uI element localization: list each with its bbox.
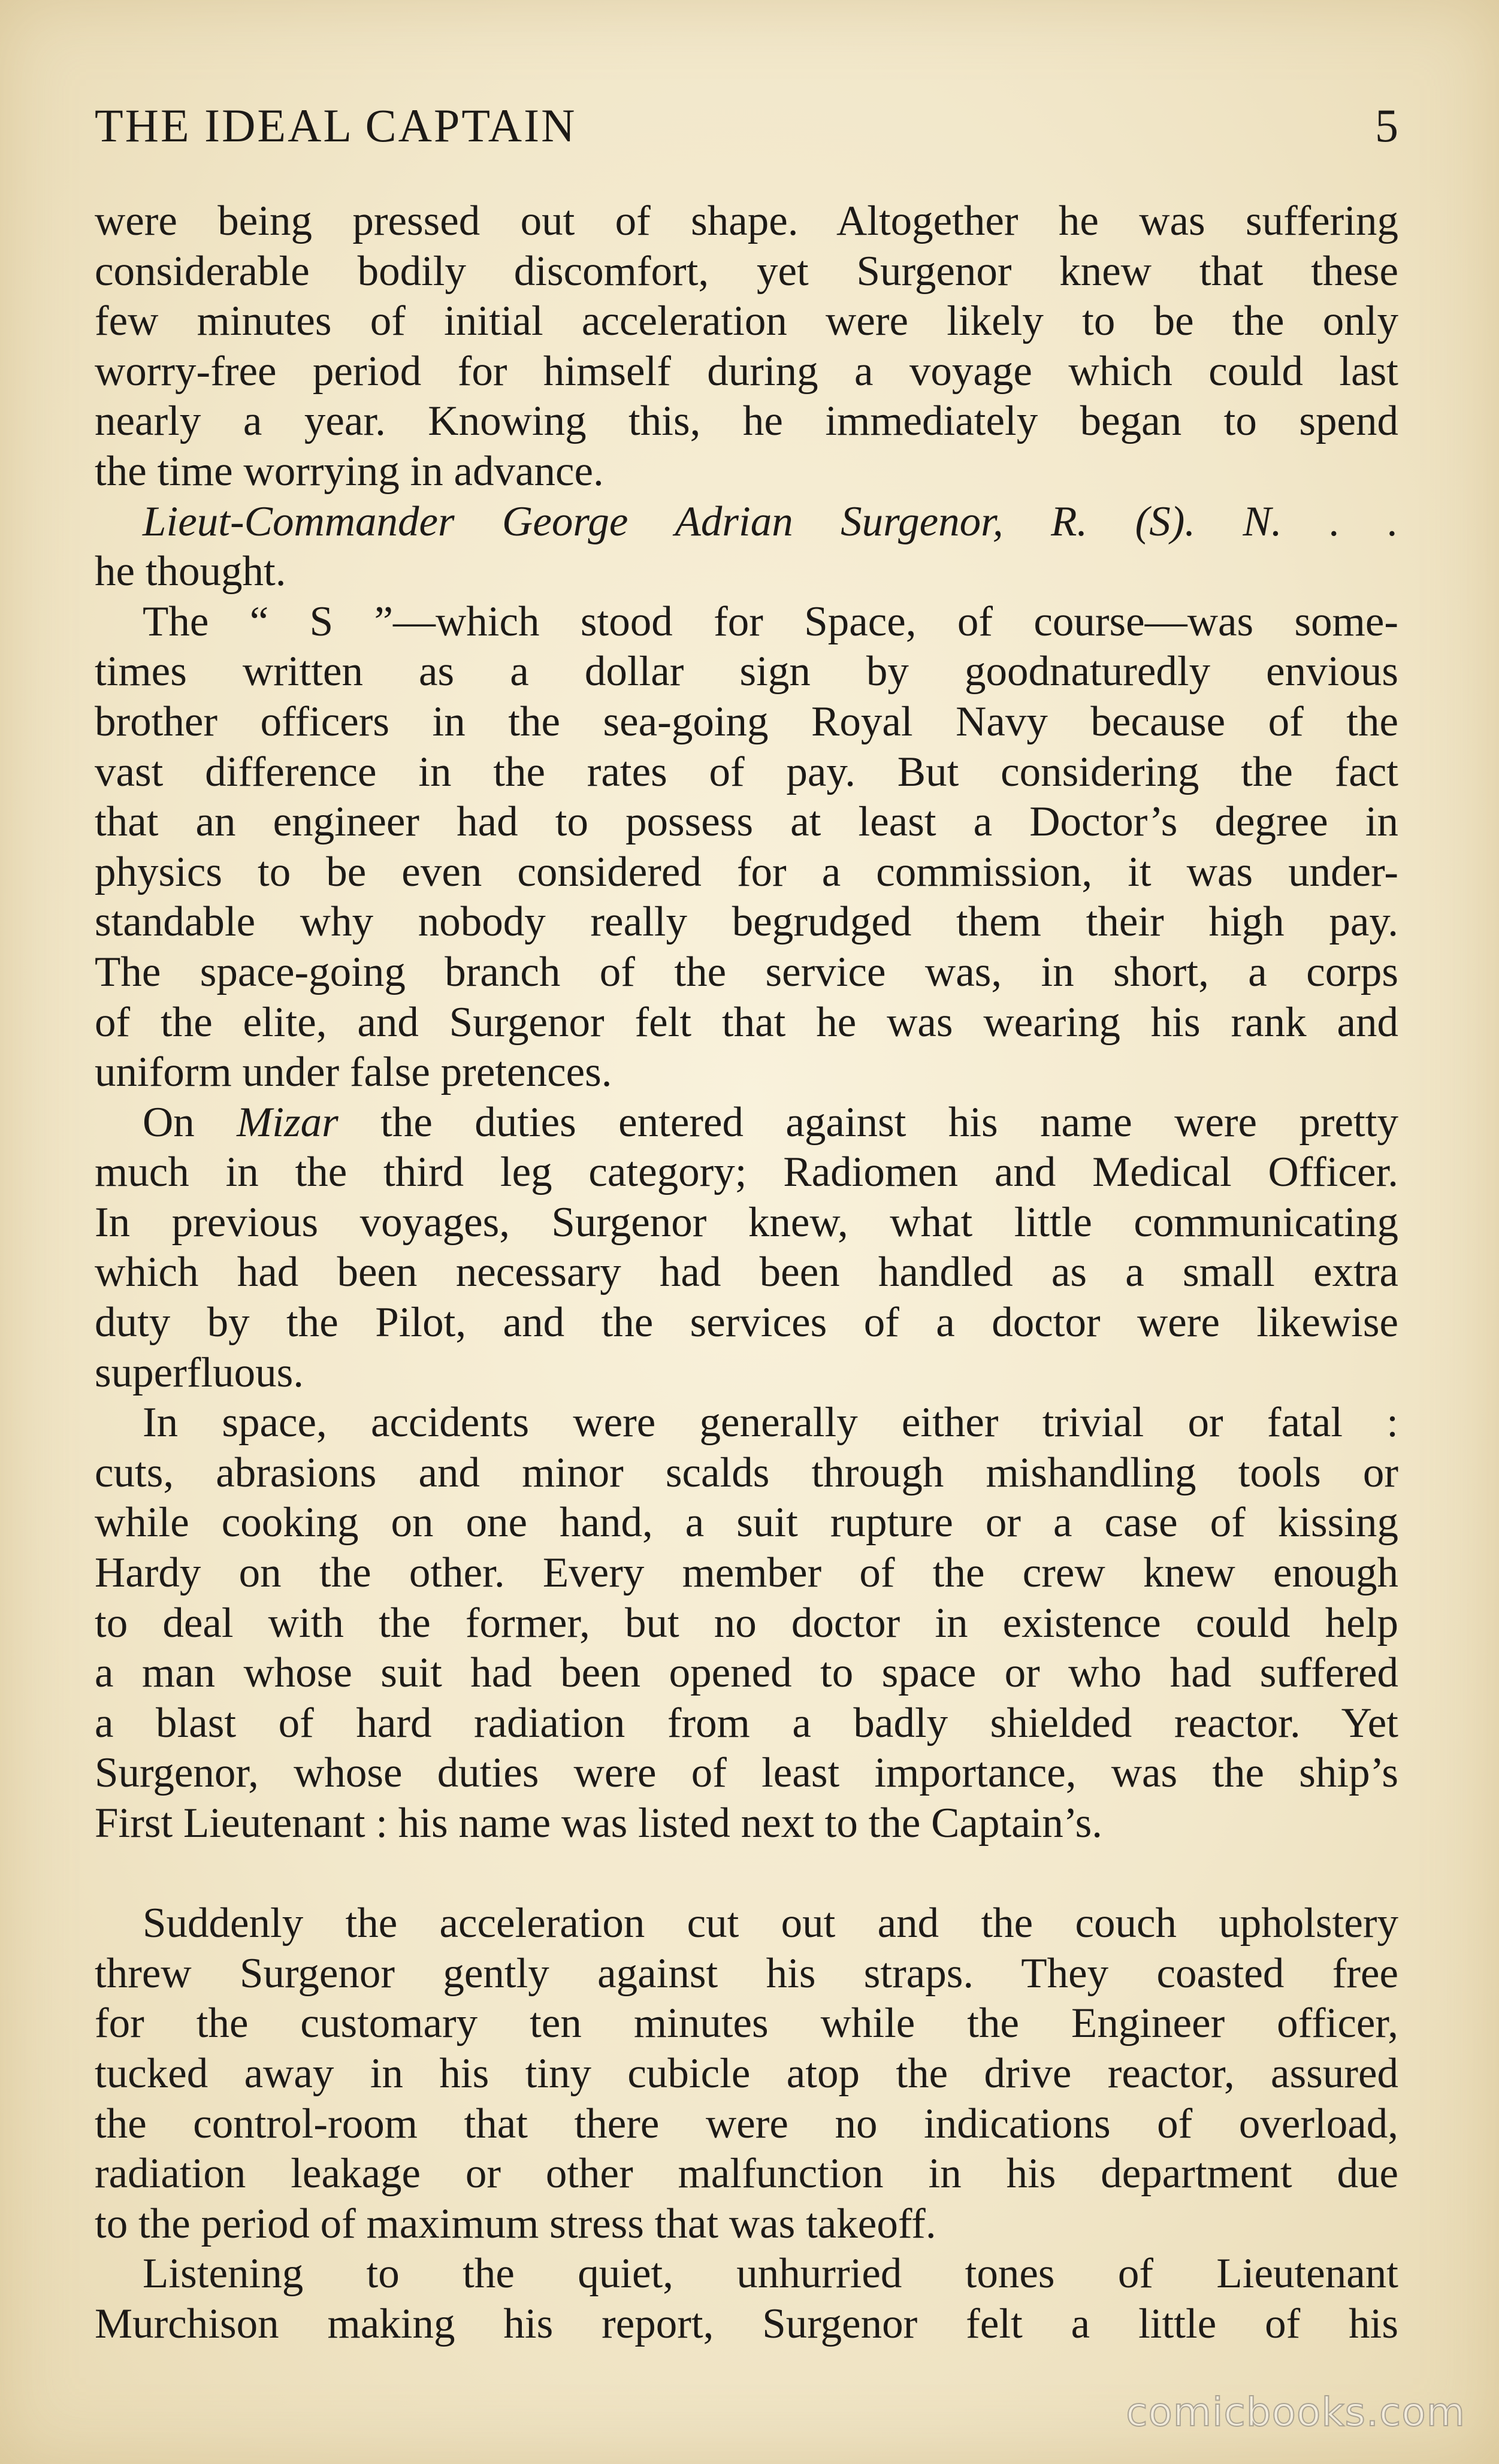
text-line: considerable bodily discomfort, yet Surgenor knew that these bbox=[95, 247, 1398, 295]
text-line: uniform under false pretences. bbox=[95, 1049, 612, 1096]
text-line: to the period of maximum stress that was takeoff. bbox=[95, 2200, 936, 2247]
text-line: that an engineer had to possess at least a Doctor’s degree in bbox=[95, 798, 1398, 846]
text-line: Suddenly the acceleration cut out and the couch upholstery bbox=[143, 1900, 1398, 1947]
text-line: In previous voyages, Surgenor knew, what little communicating bbox=[95, 1198, 1398, 1246]
chapter-title: THE IDEAL CAPTAIN bbox=[95, 99, 577, 152]
section-break bbox=[95, 1849, 1398, 1899]
page-number: 5 bbox=[1375, 99, 1398, 152]
text-line: radiation leakage or other malfunction in his department due bbox=[95, 2150, 1398, 2197]
text-line: while cooking on one hand, a suit rupture or a case of kissing bbox=[95, 1499, 1398, 1546]
text-line: Murchison making his report, Surgenor felt a little of his bbox=[95, 2300, 1398, 2347]
text-line-italic: Lieut-Commander George Adrian Surgenor, R. (S). N. . . bbox=[143, 498, 1398, 545]
text-line: Surgenor, whose duties were of least importance, was the ship’s bbox=[95, 1749, 1398, 1797]
text-line: First Lieutenant : his name was listed next to the Captain’s. bbox=[95, 1800, 1103, 1847]
text-line: brother officers in the sea-going Royal Navy because of the bbox=[95, 698, 1398, 745]
text-line: he thought. bbox=[95, 548, 286, 595]
text-line: The space-going branch of the service was, in short, a corps bbox=[95, 948, 1398, 995]
text-line bbox=[95, 1098, 1398, 1148]
text-line: physics to be even considered for a commission, it was under- bbox=[95, 848, 1398, 895]
text-line: worry-free period for himself during a voyage which could last bbox=[95, 347, 1398, 395]
site-watermark: comicbooks.com bbox=[1126, 2389, 1465, 2435]
text-line: times written as a dollar sign by goodnaturedly envious bbox=[95, 648, 1398, 695]
text-line: Hardy on the other. Every member of the crew knew enough bbox=[95, 1549, 1398, 1597]
text-line: which had been necessary had been handled as a small extra bbox=[95, 1249, 1398, 1296]
text-line: a man whose suit had been opened to space or who had suffered bbox=[95, 1649, 1398, 1697]
body-text bbox=[95, 196, 1398, 2350]
text-line: cuts, abrasions and minor scalds through mishandling tools or bbox=[95, 1449, 1398, 1496]
text-line: the time worrying in advance. bbox=[95, 447, 604, 495]
text-line: to deal with the former, but no doctor in existence could help bbox=[95, 1599, 1398, 1646]
text-line: tucked away in his tiny cubicle atop the drive reactor, assured bbox=[95, 2050, 1398, 2097]
text-line: the control-room that there were no indications of overload, bbox=[95, 2100, 1398, 2147]
running-header bbox=[95, 99, 1398, 159]
text-line: were being pressed out of shape. Altogether he was suffering bbox=[95, 198, 1398, 244]
text-line: for the customary ten minutes while the Engineer officer, bbox=[95, 2000, 1398, 2047]
text-line: few minutes of initial acceleration were likely to be the only bbox=[95, 298, 1398, 345]
text-line: of the elite, and Surgenor felt that he was wearing his rank and bbox=[95, 998, 1398, 1046]
text-line-rest: the duties entered against his name were pretty bbox=[380, 1098, 1399, 1146]
text-line: The “ S ”—which stood for Space, of course—was some- bbox=[143, 598, 1398, 645]
ship-name: Mizar bbox=[237, 1098, 339, 1146]
text-line: In space, accidents were generally either trivial or fatal : bbox=[143, 1399, 1398, 1446]
text-line: duty by the Pilot, and the services of a doctor were likewise bbox=[95, 1299, 1398, 1346]
text-line: superfluous. bbox=[95, 1349, 304, 1396]
text-line: nearly a year. Knowing this, he immediately began to spend bbox=[95, 398, 1398, 445]
text-line: a blast of hard radiation from a badly shielded reactor. Yet bbox=[95, 1699, 1398, 1746]
text-line: Listening to the quiet, unhurried tones of Lieutenant bbox=[143, 2250, 1398, 2297]
text-line: much in the third leg category; Radiomen and Medical Officer. bbox=[95, 1149, 1398, 1196]
on-word: On bbox=[143, 1098, 195, 1146]
text-line: vast difference in the rates of pay. But considering the fact bbox=[95, 748, 1398, 795]
text-line: standable why nobody really begrudged them their high pay. bbox=[95, 898, 1398, 946]
text-line: threw Surgenor gently against his straps. They coasted free bbox=[95, 1950, 1398, 1997]
